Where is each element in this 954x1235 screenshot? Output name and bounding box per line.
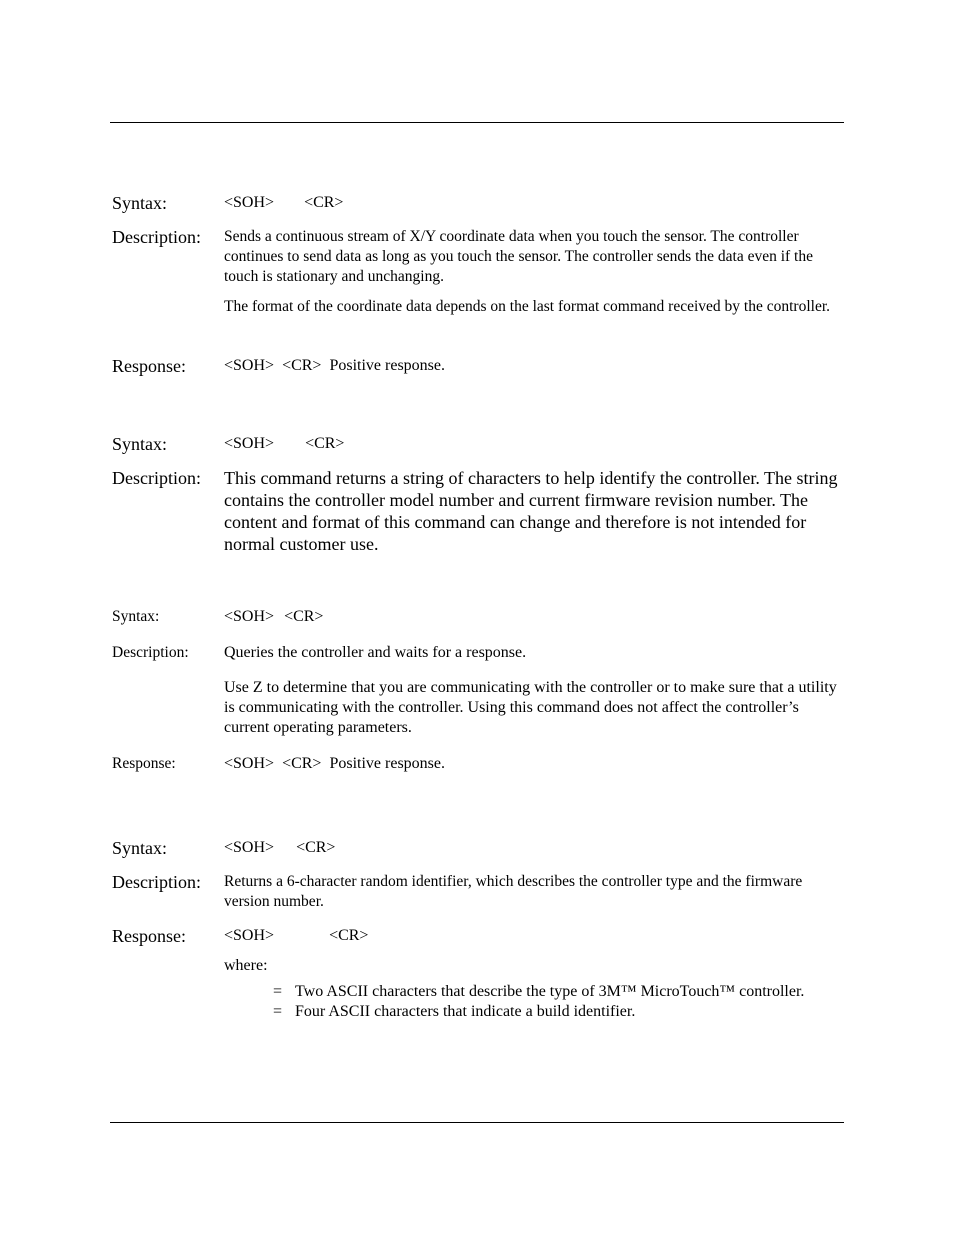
equals-sign: =	[273, 983, 283, 1000]
equals-sign: =	[273, 1003, 283, 1020]
footer-rule	[110, 1122, 844, 1123]
response-soh: <SOH>	[224, 357, 275, 374]
syntax-value	[224, 193, 844, 213]
syntax-value	[224, 607, 844, 627]
response-soh: <SOH>	[224, 927, 275, 944]
syntax-cr: <CR>	[296, 839, 336, 856]
description-paragraph: Use Z to determine that you are communicating with the controller or to make sure that a utility is communicating with the controller. Using this command does not affect the controller’s current operating parameters.	[224, 679, 837, 736]
description-label: Description:	[112, 468, 201, 488]
response-value	[224, 926, 844, 946]
where-label: where:	[224, 957, 268, 974]
description-paragraph: The format of the coordinate data depends on the last format command received by the controller.	[224, 298, 830, 315]
syntax-cr: <CR>	[304, 194, 344, 211]
response-text: Positive response.	[329, 755, 445, 772]
description-label: Description:	[112, 872, 201, 892]
response-cr: <CR>	[329, 927, 369, 944]
response-text: Positive response.	[329, 357, 445, 374]
description-text	[224, 467, 842, 555]
description-text	[224, 872, 844, 912]
syntax-value	[224, 434, 844, 454]
where-item	[273, 1002, 833, 1022]
response-cr: <CR>	[282, 357, 322, 374]
where-list	[273, 982, 833, 1022]
syntax-value	[224, 838, 844, 858]
description-paragraph: This command returns a string of characters to help identify the controller. The string contains the controller model number and current firmware revision number. The content and format of this command can change and therefore is not intended for normal customer use.	[224, 468, 838, 554]
syntax-label: Syntax:	[112, 608, 160, 625]
syntax-label: Syntax:	[112, 193, 168, 213]
syntax-soh: <SOH>	[224, 194, 275, 211]
header-rule	[110, 122, 844, 123]
description-paragraph: Queries the controller and waits for a response.	[224, 644, 527, 661]
description-label: Description:	[112, 644, 189, 661]
response-label: Response:	[112, 356, 186, 376]
where-item-text: Two ASCII characters that describe the type of 3M™ MicroTouch™ controller.	[295, 983, 805, 1000]
description-paragraph: Sends a continuous stream of X/Y coordinate data when you touch the sensor. The controller continues to send data as long as you touch the sensor. The controller sends the data even if the touch is stationary and unchanging.	[224, 228, 813, 285]
syntax-cr: <CR>	[305, 435, 345, 452]
syntax-cr: <CR>	[284, 608, 324, 625]
syntax-label: Syntax:	[112, 434, 168, 454]
response-soh: <SOH>	[224, 755, 275, 772]
syntax-soh: <SOH>	[224, 608, 275, 625]
description-text	[224, 643, 844, 738]
where-item	[273, 982, 833, 1002]
syntax-soh: <SOH>	[224, 839, 275, 856]
response-label: Response:	[112, 926, 186, 946]
response-label: Response:	[112, 755, 176, 772]
where-item-text: Four ASCII characters that indicate a build identifier.	[295, 1003, 636, 1020]
description-paragraph: Returns a 6-character random identifier, which describes the controller type and the firmware version number.	[224, 873, 803, 910]
syntax-soh: <SOH>	[224, 435, 275, 452]
response-cr: <CR>	[282, 755, 322, 772]
response-value	[224, 356, 844, 376]
syntax-label: Syntax:	[112, 838, 168, 858]
response-value	[224, 754, 844, 774]
description-text	[224, 227, 844, 317]
description-label: Description:	[112, 227, 201, 247]
